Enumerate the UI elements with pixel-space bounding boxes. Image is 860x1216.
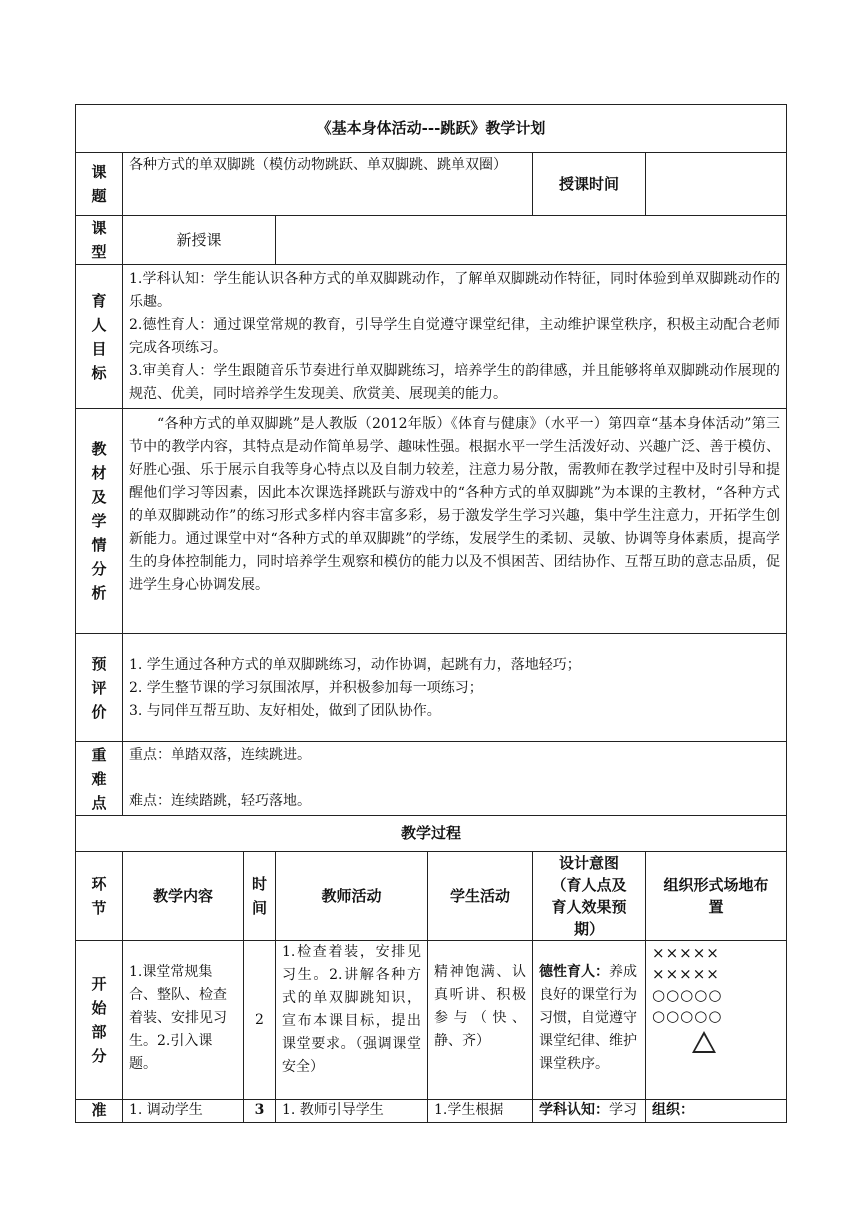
pre-eval-item: 1. 学生通过各种方式的单双脚跳练习，动作协调，起跳有力，落地轻巧； [129,657,581,673]
key-point: 重点：单踏双落，连续跳进。 [129,747,311,763]
header-stage: 环节 [76,852,123,941]
teacher-triangle-icon [692,1031,716,1053]
document-title: 《基本身体活动---跳跃》教学计划 [76,105,787,153]
formation-line: ○○○○○ [652,986,723,1004]
design-bold-label: 学科认知： [539,1102,609,1118]
row-org: 组织： [646,1100,787,1123]
goals-label: 育人目标 [76,265,123,409]
row-design [533,1100,646,1123]
goal-item: 2.德性育人：通过课堂常规的教育，引导学生自觉遵守课堂纪律，主动维护课堂秩序，积极主动配合老师完成各项练习。 [129,317,780,356]
difficult-point: 难点：连续踏跳，轻巧落地。 [129,793,311,809]
lesson-type-value: 新授课 [123,216,276,265]
row-teacher: 1. 教师引导学生 [276,1100,428,1123]
analysis-text: “各种方式的单双脚跳”是人教版（2012年版）《体育与健康》（水平一）第四章“基本身体活动”第三节中的教学内容，其特点是动作简单易学、趣味性强。根据水平一学生活泼好动、兴趣广泛、善于模仿、好胜心强、乐于展示自我等身心特点以及自制力较差，注意力易分散，需教师在教学过程中及时引导和提醒他们学习等因素，因此本次课选择跳跃与游戏中的“各种方式的单双脚跳”为本课的主教材，“各种方式的单双脚跳动作”的练习形式多样内容丰富多彩，易于激发学生学习兴趣，集中学生注意力，开拓学生创新能力。通过课堂中对“各种方式的单双脚跳”的学练，发展学生的柔韧、灵敏、协调等身体素质，提高学生的身体控制能力，同时培养学生观察和模仿的能力以及不惧困苦、团结协作、互帮互助的意志品质，促进学生身心协调发展。 [123,409,787,634]
pre-eval-item: 2. 学生整节课的学习氛围浓厚，并积极参加每一项练习； [129,680,483,696]
key-points-label: 重难点 [76,742,123,816]
row-design [533,941,646,1100]
design-text: 养成良好的课堂行为习惯，自觉遵守课堂纪律、维护课堂秩序。 [539,964,637,1072]
process-title: 教学过程 [76,816,787,852]
lesson-value: 各种方式的单双脚跳（模仿动物跳跃、单双脚跳、跳单双圈） [123,153,533,216]
header-teacher: 教师活动 [276,852,428,941]
time-label: 授课时间 [533,153,646,216]
time-value [646,153,787,216]
row-content: 1. 调动学生 [123,1100,244,1123]
design-bold-label: 德性育人： [539,964,609,980]
row-student: 1.学生根据 [428,1100,533,1123]
row-content: 1.课堂常规集合、整队、检查着装、安排见习生。2.引入课题。 [123,941,244,1100]
row-org [646,941,787,1100]
lesson-type-label: 课型 [76,216,123,265]
header-time: 时间 [244,852,276,941]
row-student: 精神饱满、认真听讲、积极参与（快、静、齐） [428,941,533,1100]
pre-eval-label: 预评价 [76,634,123,742]
lesson-plan-table [75,104,787,1123]
goal-item: 1.学科认知：学生能认识各种方式的单双脚跳动作，了解单双脚跳动作特征，同时体验到单双脚跳动作的乐趣。 [129,271,780,310]
header-org: 组织形式场地布置 [646,852,787,941]
lesson-label: 课题 [76,153,123,216]
formation-line: ○○○○○ [652,1007,723,1025]
header-content: 教学内容 [123,852,244,941]
key-points-content [123,742,787,816]
row-teacher: 1.检查着装，安排见习生。2.讲解各种方式的单双脚跳知识，宣布本课目标，提出课堂要求。（强调课堂安全） [276,941,428,1100]
formation-line: ××××× [652,944,720,962]
pre-eval-content [123,634,787,742]
header-student: 学生活动 [428,852,533,941]
row-time: 3 [244,1100,276,1123]
row-stage: 开始部分 [76,941,123,1100]
pre-eval-item: 3. 与同伴互帮互助、友好相处，做到了团队协作。 [129,703,441,719]
header-design: 设计意图（育人点及育人效果预期） [533,852,646,941]
row-stage: 准 [76,1100,123,1123]
formation-line: ××××× [652,965,720,983]
design-text: 学习 [609,1102,637,1118]
analysis-label: 教材及学情分析 [76,409,123,634]
lesson-type-blank [276,216,787,265]
row-time: 2 [244,941,276,1100]
goal-item: 3.审美育人：学生跟随音乐节奏进行单双脚跳练习，培养学生的韵律感，并且能够将单双脚跳动作展现的规范、优美，同时培养学生发现美、欣赏美、展现美的能力。 [129,363,780,402]
goals-content [123,265,787,409]
